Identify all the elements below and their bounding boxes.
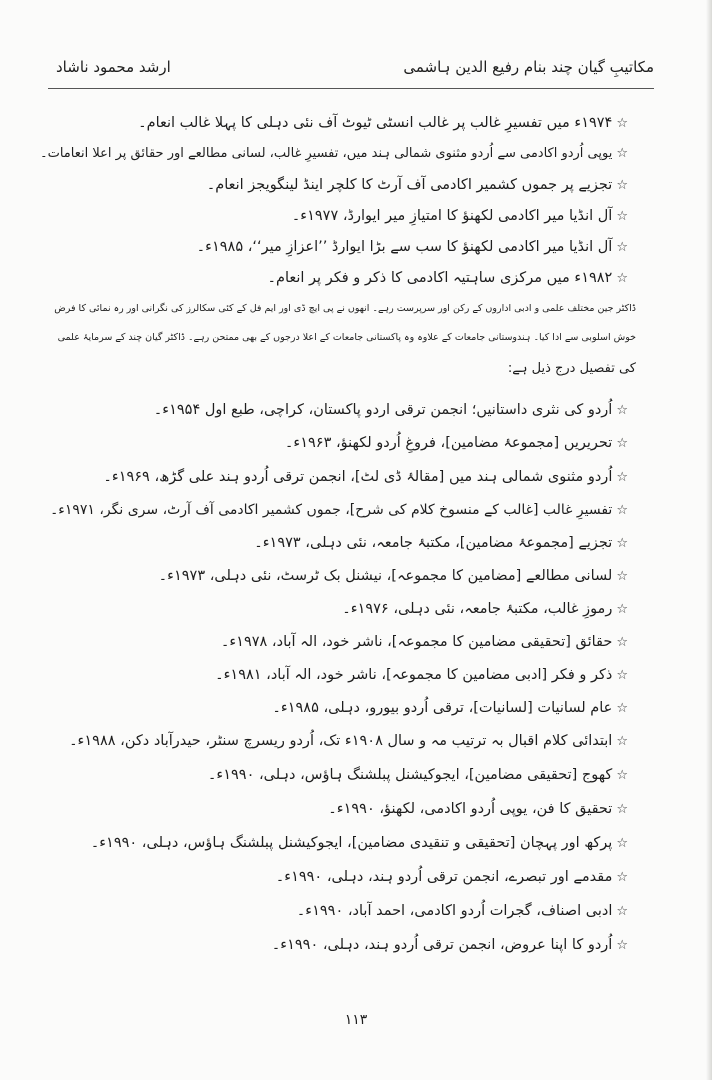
star-bullet-icon: ☆: [616, 938, 628, 953]
star-bullet-icon: ☆: [616, 635, 628, 650]
star-bullet-icon: ☆: [616, 569, 628, 584]
star-bullet-icon: ☆: [616, 734, 628, 749]
work-text: تفسیرِ غالب [غالب کے منسوخ کلام کی شرح]، جموں کشمیر اکادمی آف آرٹ، سری نگر، ۱۹۷۱ء۔: [50, 502, 613, 518]
work-text: حقائق [تحقیقی مضامین کا مجموعہ]، ناشر خود، الہ آباد، ۱۹۷۸ء۔: [220, 634, 613, 650]
work-item: [297, 898, 628, 924]
work-text: ابتدائی کلام اقبال بہ ترتیب مہ و سال ۱۹۰۸ء تک، اُردو ریسرچ سنٹر، حیدرآباد دکن، ۱۹۸۸ء۔: [69, 733, 613, 749]
page-number: ۱۱۳: [344, 1012, 368, 1028]
work-item: [221, 629, 628, 655]
award-text: ۱۹۸۲ء میں مرکزی ساہتیہ اکادمی کا ذکر و فکر پر انعام۔: [267, 270, 613, 286]
work-item: [69, 728, 628, 754]
star-bullet-icon: ☆: [616, 602, 628, 617]
work-item: [215, 662, 628, 688]
star-bullet-icon: ☆: [616, 240, 628, 255]
work-item: [272, 695, 628, 721]
work-text: مقدمے اور تبصرے، انجمن ترقی اُردو ہند، دہلی، ۱۹۹۰ء۔: [275, 869, 613, 885]
paragraph-line: ڈاکٹر جین مختلف علمی و ادبی اداروں کے رکن اور سرپرست رہے۔ انھوں نے پی ایچ ڈی اور ایم فل کے کئی سکالرز کی نگرانی اور رہ نمائی کا فرض: [54, 303, 636, 314]
star-bullet-icon: ☆: [616, 701, 628, 716]
work-item: [208, 762, 628, 788]
star-bullet-icon: ☆: [616, 178, 628, 193]
star-bullet-icon: ☆: [616, 802, 628, 817]
scan-edge-shadow: [706, 0, 712, 1080]
header-rule: [48, 88, 654, 89]
star-bullet-icon: ☆: [616, 271, 628, 286]
work-item: [154, 397, 628, 423]
header-title: مکاتیبِ گیان چند بنام رفیع الدین ہاشمی: [403, 58, 654, 76]
star-bullet-icon: ☆: [616, 768, 628, 783]
work-text: تحقیق کا فن، یوپی اُردو اکادمی، لکھنؤ، ۱۹۹۰ء۔: [328, 801, 613, 817]
star-bullet-icon: ☆: [616, 904, 628, 919]
running-header: [48, 58, 654, 88]
star-bullet-icon: ☆: [616, 209, 628, 224]
work-item: [50, 497, 628, 523]
star-bullet-icon: ☆: [616, 470, 628, 485]
star-bullet-icon: ☆: [616, 403, 628, 418]
work-text: عام لسانیات [لسانیات]، ترقی اُردو بیورو، دہلی، ۱۹۸۵ء۔: [272, 700, 613, 716]
work-text: تحریریں [مجموعۂ مضامین]، فروغِ اُردو لکھنؤ، ۱۹۶۳ء۔: [284, 435, 613, 451]
award-text: آل انڈیا میر اکادمی لکھنؤ کا امتیازِ میر ایوارڈ، ۱۹۷۷ء۔: [291, 208, 613, 224]
work-item: [91, 830, 628, 856]
award-item: [207, 172, 628, 198]
award-text: تجزیے پر جموں کشمیر اکادمی آف آرٹ کا کلچر اینڈ لینگویجز انعام۔: [206, 177, 613, 193]
star-bullet-icon: ☆: [616, 503, 628, 518]
star-bullet-icon: ☆: [616, 836, 628, 851]
work-text: کھوج [تحقیقی مضامین]، ایجوکیشنل پبلشنگ ہاؤس، دہلی، ۱۹۹۰ء۔: [207, 767, 613, 783]
award-text: یوپی اُردو اکادمی سے اُردو مثنوی شمالی ہند میں، تفسیرِ غالب، لسانی مطالعے اور حقائق پر اعلا انعامات۔: [39, 146, 613, 161]
work-text: تجزیے [مجموعۂ مضامین]، مکتبۂ جامعہ، نئی دہلی، ۱۹۷۳ء۔: [254, 535, 613, 551]
work-item: [159, 563, 628, 589]
work-item: [285, 430, 628, 456]
award-item: [40, 141, 628, 167]
work-item: [342, 596, 628, 622]
work-text: اُردو کا اپنا عروض، انجمن ترقی اُردو ہند، دہلی، ۱۹۹۰ء۔: [271, 937, 613, 953]
star-bullet-icon: ☆: [616, 436, 628, 451]
star-bullet-icon: ☆: [616, 536, 628, 551]
work-text: رموزِ غالب، مکتبۂ جامعہ، نئی دہلی، ۱۹۷۶ء۔: [342, 601, 613, 617]
paragraph-line: خوش اسلوبی سے ادا کیا۔ ہندوستانی جامعات کے علاوہ وہ پاکستانی جامعات کے اعلا درجوں کے بھی ممتحن رہے۔ ڈاکٹر گیان چند کے سرمایۂ علمی: [57, 332, 636, 343]
work-text: ذکر و فکر [ادبی مضامین کا مجموعہ]، ناشر خود، الہ آباد، ۱۹۸۱ء۔: [215, 667, 613, 683]
header-author: ارشد محمود ناشاد: [56, 58, 171, 76]
paragraph-line: کی تفصیل درج ذیل ہے:: [507, 361, 636, 376]
work-item: [272, 932, 628, 958]
award-item: [267, 265, 628, 291]
star-bullet-icon: ☆: [616, 116, 628, 131]
star-bullet-icon: ☆: [616, 870, 628, 885]
work-item: [254, 530, 628, 556]
award-item: [138, 110, 628, 136]
work-text: اُردو کی نثری داستانیں؛ انجمن ترقی اردو پاکستان، کراچی، طبع اول ۱۹۵۴ء۔: [153, 402, 613, 418]
award-item: [197, 234, 628, 260]
work-text: اُردو مثنوی شمالی ہند میں [مقالۂ ڈی لٹ]، انجمن ترقی اُردو ہند علی گڑھ، ۱۹۶۹ء۔: [103, 469, 613, 485]
award-item: [292, 203, 628, 229]
work-text: لسانی مطالعے [مضامین کا مجموعہ]، نیشنل بک ٹرسٹ، نئی دہلی، ۱۹۷۳ء۔: [158, 568, 613, 584]
work-text: پرکھ اور پہچان [تحقیقی و تنقیدی مضامین]، ایجوکیشنل پبلشنگ ہاؤس، دہلی، ۱۹۹۰ء۔: [90, 835, 613, 851]
star-bullet-icon: ☆: [616, 668, 628, 683]
work-item: [103, 464, 628, 490]
star-bullet-icon: ☆: [616, 146, 628, 161]
work-item: [328, 796, 628, 822]
award-text: آل انڈیا میر اکادمی لکھنؤ کا سب سے بڑا ایوارڈ ’’اعزازِ میر‘‘، ۱۹۸۵ء۔: [196, 239, 613, 255]
work-item: [276, 864, 628, 890]
work-text: ادبی اصناف، گجرات اُردو اکادمی، احمد آباد، ۱۹۹۰ء۔: [296, 903, 613, 919]
award-text: ۱۹۷۴ء میں تفسیرِ غالب پر غالب انسٹی ٹیوٹ آف نئی دہلی کا پہلا غالب انعام۔: [138, 115, 613, 131]
